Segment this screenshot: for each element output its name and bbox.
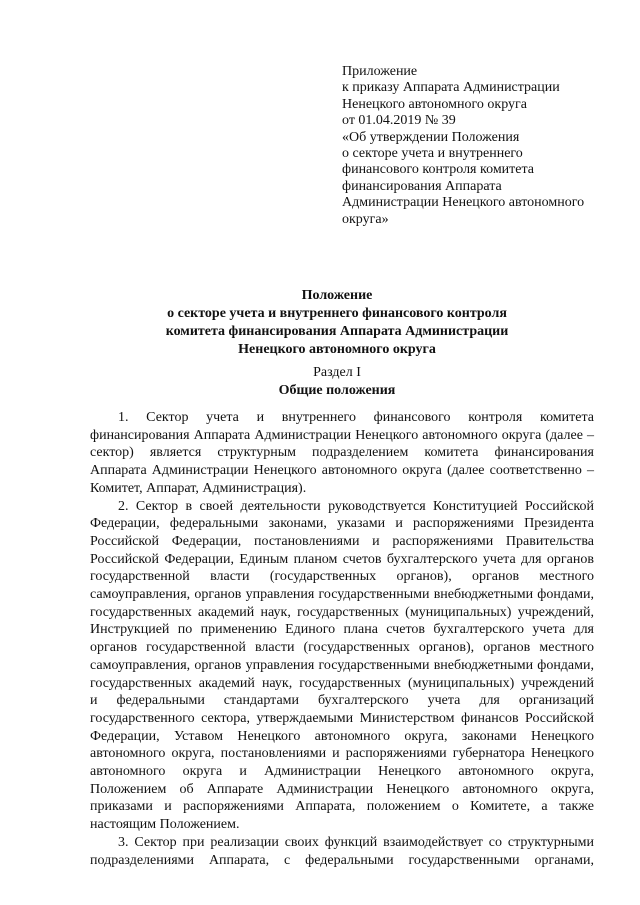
appendix-line: Ненецкого автономного округа [342,96,527,112]
paragraph-line: Комитет, Аппарат, Администрация). [90,480,307,496]
appendix-line: финансирования Аппарата [342,178,502,194]
paragraph-2 [90,498,594,834]
appendix-header [342,64,622,228]
paragraph-line: 1. Сектор учета и внутреннего финансового контроля комитета [118,410,594,425]
paragraph-line: настоящим Положением. [90,817,240,833]
paragraph-line: Российской Федерации, Единым планом счетов бухгалтерского учета для органов [90,551,594,567]
paragraph-line: 3. Сектор при реализации своих функций взаимодействует со структурными [118,834,594,850]
section-number: Раздел I [313,365,361,380]
title-line: Положение [301,288,373,303]
paragraph-line: и федеральными стандартами бухгалтерского учета для организаций [90,693,594,709]
section-heading [90,364,584,400]
paragraph-line: Положением об Аппарате Администрации Ненецкого автономного округа, [90,781,594,797]
paragraph-line: приказами и распоряжениями Аппарата, положением о Комитете, а также [90,799,594,815]
section-name: Общие положения [278,383,396,398]
paragraph-line: самоуправления, органов управления государственными внебюджетными фондами, [90,587,594,603]
appendix-line: финансового контроля комитета [342,162,535,178]
paragraph-line: финансирования Аппарата Администрации Ненецкого автономного округа (далее – [90,427,594,443]
paragraph-line: самоуправления, органов управления государственными внебюджетными фондами, [90,657,594,673]
appendix-line: «Об утверждении Положения [342,129,520,145]
paragraph-line: государственного сектора, утверждаемыми Министерством финансов Российской [90,710,594,726]
appendix-line: Приложение [342,64,418,79]
paragraph-line: государственных академий наук, государственных (муниципальных) учреждений, [90,604,594,620]
body-text [90,409,594,869]
paragraph-line: Аппарата Администрации Ненецкого автономного округа (далее соответственно – [90,463,594,479]
paragraph-line: автономного округа, постановлениями и распоряжениями губернатора Ненецкого [90,746,594,762]
appendix-line: от 01.04.2019 № 39 [342,113,456,129]
title-line: о секторе учета и внутреннего финансового контроля [167,306,507,321]
paragraph-line: государственных академий наук, государственных (муниципальных) учреждений [90,675,594,691]
paragraph-line: органов государственной власти (государственных органов), органов местного [90,640,594,656]
paragraph-1 [90,409,594,498]
paragraph-3 [90,834,594,869]
appendix-line: округа» [342,211,389,227]
paragraph-line: государственной власти (государственных органов), органов местного [90,569,594,585]
appendix-line: о секторе учета и внутреннего [342,146,523,162]
appendix-line: Администрации Ненецкого автономного [342,195,585,211]
paragraph-line: сектор) является структурным подразделением комитета финансирования [90,445,594,461]
paragraph-line: Инструкцией по применению Единого плана счетов бухгалтерского учета для [90,622,594,638]
title-line: Ненецкого автономного округа [238,342,436,357]
paragraph-line: подразделениями Аппарата, с федеральными государственными органами, [90,852,594,868]
document-title [90,287,584,359]
paragraph-line: 2. Сектор в своей деятельности руководствуется Конституцией Российской [118,498,594,514]
title-line: комитета финансирования Аппарата Администрации [165,324,509,339]
paragraph-line: Федерации, федеральными законами, указами и распоряжениями Президента [90,516,594,532]
paragraph-line: Федерации, Уставом Ненецкого автономного округа, законами Ненецкого [90,728,594,744]
paragraph-line: Российской Федерации, постановлениями и распоряжениями Правительства [90,533,594,549]
appendix-line: к приказу Аппарата Администрации [342,80,560,96]
paragraph-line: автономного округа и Администрации Ненецкого автономного округа, [90,764,594,780]
